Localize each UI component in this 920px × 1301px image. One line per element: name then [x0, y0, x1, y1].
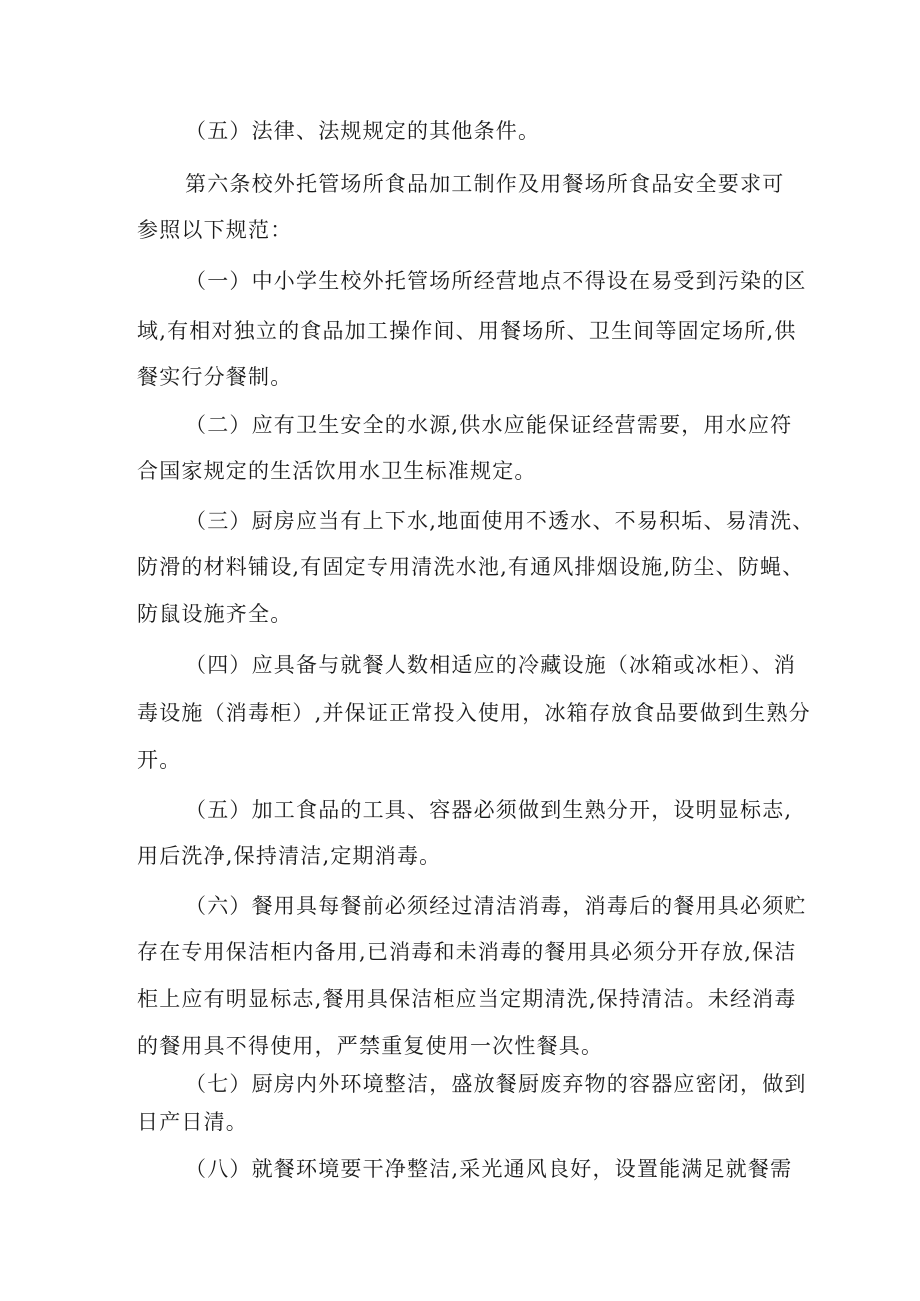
text-line: 的餐用具不得使用，严禁重复使用一次性餐具。	[137, 1034, 604, 1058]
text-line: （七）厨房内外环境整洁，盛放餐厨废弃物的容器应密闭，做到	[185, 1072, 807, 1096]
text-line: 合国家规定的生活饮用水卫生标准规定。	[137, 459, 537, 483]
text-line: 防鼠设施齐全。	[137, 602, 293, 626]
text-line: （一）中小学生校外托管场所经营地点不得设在易受到污染的区	[185, 269, 807, 293]
text-line: 防滑的材料铺设,有固定专用清洗水池,有通风排烟设施,防尘、防蝇、	[137, 555, 805, 579]
text-line: （三）厨房应当有上下水,地面使用不透水、不易积垢、易清洗、	[185, 509, 815, 533]
text-line: 参照以下规范：	[137, 218, 293, 242]
text-line: （六）餐用具每餐前必须经过清洁消毒，消毒后的餐用具必须贮	[185, 894, 807, 918]
text-line: 用后洗净,保持清洁,定期消毒。	[137, 844, 442, 868]
text-line: 毒设施（消毒柜）,并保证正常投入使用，冰箱存放食品要做到生熟分	[137, 701, 811, 725]
text-line: 餐实行分餐制。	[137, 365, 293, 389]
text-line: （八）就餐环境要干净整洁,采光通风良好，设置能满足就餐需	[185, 1157, 793, 1181]
text-line: 存在专用保洁柜内备用,已消毒和未消毒的餐用具必须分开存放,保洁	[137, 940, 797, 964]
text-line: 域,有相对独立的食品加工操作间、用餐场所、卫生间等固定场所,供	[137, 319, 797, 343]
text-line: 第六条校外托管场所食品加工制作及用餐场所食品安全要求可	[185, 172, 785, 196]
text-line: 柜上应有明显标志,餐用具保洁柜应当定期清洗,保持清洁。未经消毒	[137, 987, 797, 1011]
text-line: （二）应有卫生安全的水源,供水应能保证经营需要，用水应符	[185, 413, 793, 437]
text-line: （五）加工食品的工具、容器必须做到生熟分开，设明显标志,	[185, 798, 793, 822]
text-line: （四）应具备与就餐人数相适应的冷藏设施（冰箱或冰柜）、消	[185, 653, 797, 677]
text-line: （五）法律、法规规定的其他条件。	[185, 119, 541, 143]
text-line: 开。	[137, 748, 182, 772]
text-line: 日产日清。	[137, 1110, 248, 1134]
